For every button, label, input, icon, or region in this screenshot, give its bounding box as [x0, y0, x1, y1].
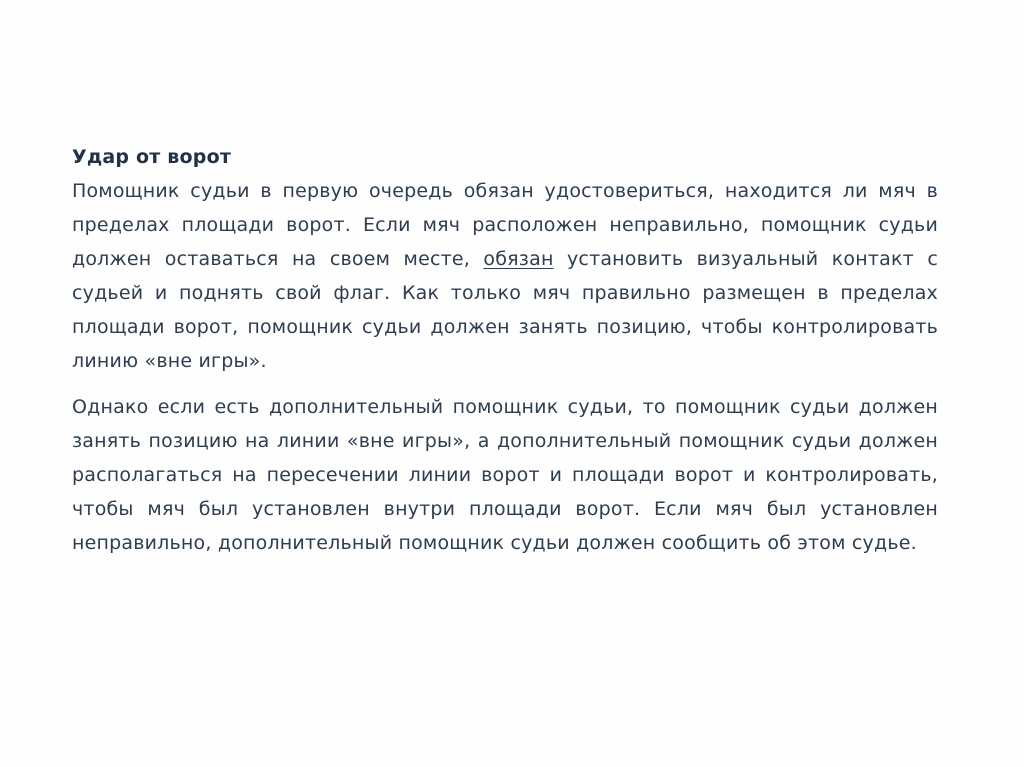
paragraph-2: Однако если есть дополнительный помощник судьи, то помощник судьи должен занять позицию на линии «вне игры», а дополнительный помощник судьи должен располагаться на пересечении линии ворот и площади ворот и контролировать, чтобы мяч был установлен внутри площади ворот. Если мяч был установлен неправильно, дополнительный помощник судьи должен сообщить об этом судье. — [72, 396, 938, 554]
paragraph-1-text-start: Помощник судьи в первую очередь обязан удостовериться, находится ли мяч в пределах площади ворот. Если мяч расположен неправильно, помощник судьи должен оставаться на своем месте, — [72, 180, 938, 270]
slide-content — [72, 140, 938, 560]
section-heading: Удар от ворот — [72, 146, 232, 168]
paragraph-1-text-end: установить визуальный контакт с судьей и поднять свой флаг. Как только мяч правильно размещен в пределах площади ворот, помощник судьи должен занять позицию, чтобы контролировать линию «вне игры». — [72, 248, 938, 372]
underlined-word: обязан — [483, 248, 554, 270]
paragraph-1 — [72, 174, 938, 378]
